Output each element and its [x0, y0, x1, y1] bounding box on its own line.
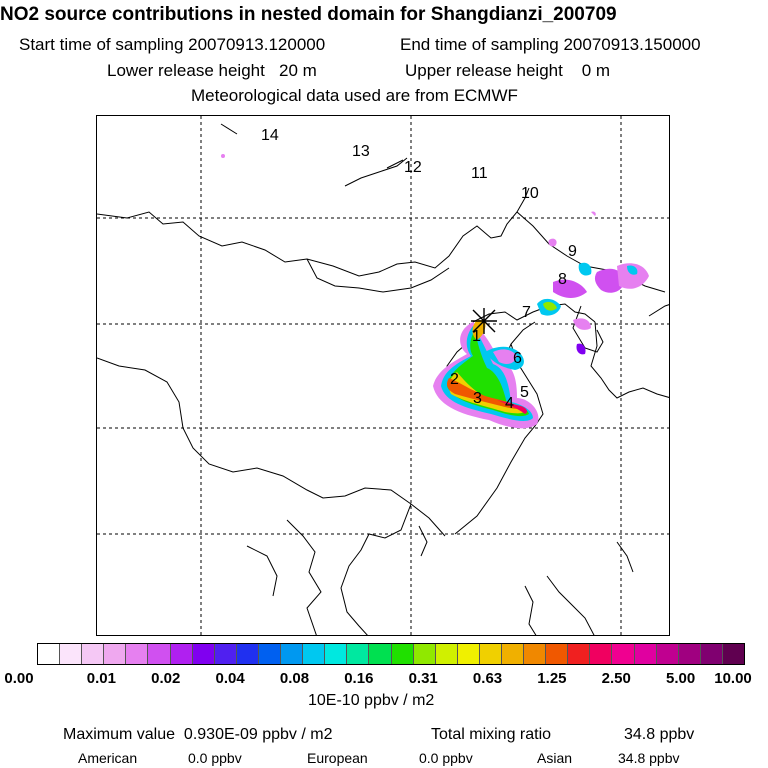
colorbar-tick-label: 0.16	[344, 670, 374, 687]
region-label: 11	[471, 165, 488, 182]
colorbar-segment	[60, 644, 82, 664]
colorbar-segment	[568, 644, 590, 664]
region-label: 5	[520, 384, 529, 401]
colorbar-segment	[612, 644, 634, 664]
colorbar-segment	[281, 644, 303, 664]
colorbar-segment	[193, 644, 215, 664]
colorbar-tick-label: 2.50	[601, 670, 631, 687]
american-label: American	[78, 750, 138, 766]
colorbar-unit: 10E-10 ppbv / m2	[308, 692, 435, 709]
colorbar-segment	[38, 644, 60, 664]
colorbar-segment	[679, 644, 701, 664]
map-coastlines	[97, 124, 670, 636]
colorbar-segment	[458, 644, 480, 664]
region-label: 6	[513, 350, 522, 367]
colorbar-tick-label: 10.00	[714, 670, 752, 687]
map-panel	[96, 115, 670, 636]
colorbar-segment	[82, 644, 104, 664]
region-label: 12	[404, 159, 422, 176]
colorbar-segment	[502, 644, 524, 664]
colorbar-segment	[347, 644, 369, 664]
lower-release-label: Lower release height 20 m	[107, 61, 317, 80]
colorbar-segment	[237, 644, 259, 664]
map-canvas	[97, 116, 670, 636]
colorbar-segment	[701, 644, 723, 664]
region-label: 7	[522, 304, 531, 321]
region-label: 10	[521, 185, 539, 202]
colorbar-segment	[104, 644, 126, 664]
colorbar-segment	[657, 644, 679, 664]
colorbar-segment	[259, 644, 281, 664]
colorbar-tick-label: 0.01	[86, 670, 116, 687]
asian-value: 34.8 ppbv	[618, 750, 680, 766]
map-title: NO2 source contributions in nested domain for Shangdianzi_200709	[0, 4, 617, 25]
european-value: 0.0 ppbv	[419, 750, 473, 766]
region-label: 3	[473, 390, 482, 407]
colorbar-segment	[723, 644, 744, 664]
asian-label: Asian	[537, 750, 573, 766]
max-value-label: Maximum value 0.930E-09 ppbv / m2	[63, 726, 333, 743]
colorbar	[37, 643, 745, 665]
colorbar-segment	[171, 644, 193, 664]
american-value: 0.0 ppbv	[188, 750, 242, 766]
region-label: 2	[450, 371, 459, 388]
colorbar-segment	[369, 644, 391, 664]
colorbar-tick-label: 0.63	[472, 670, 503, 687]
colorbar-segment	[325, 644, 347, 664]
no2-plume	[221, 154, 649, 428]
region-label: 14	[261, 127, 279, 144]
region-label: 8	[558, 271, 567, 288]
region-label: 13	[352, 143, 370, 160]
european-label: European	[307, 750, 368, 766]
start-time-label: Start time of sampling 20070913.120000	[19, 35, 326, 54]
total-mixing-value: 34.8 ppbv	[624, 726, 695, 743]
colorbar-segment	[126, 644, 148, 664]
colorbar-segment	[392, 644, 414, 664]
map-grid	[97, 116, 670, 636]
colorbar-tick-label: 0.31	[408, 670, 438, 687]
colorbar-segment	[215, 644, 237, 664]
colorbar-segment	[414, 644, 436, 664]
colorbar-segment	[524, 644, 546, 664]
colorbar-segment	[590, 644, 612, 664]
colorbar-tick-label: 0.08	[279, 670, 310, 687]
colorbar-segment	[546, 644, 568, 664]
colorbar-tick-label: 0.00	[4, 670, 34, 687]
total-mixing-label: Total mixing ratio	[431, 726, 552, 743]
colorbar-segment	[480, 644, 502, 664]
region-label: 9	[568, 243, 577, 260]
upper-release-label: Upper release height 0 m	[405, 61, 611, 80]
met-data-label: Meteorological data used are from ECMWF	[191, 86, 518, 105]
colorbar-tick-label: 0.02	[151, 670, 181, 687]
colorbar-tick-label: 1.25	[537, 670, 567, 687]
region-label: 1	[472, 328, 481, 345]
region-label: 4	[505, 395, 514, 412]
colorbar-segment	[148, 644, 170, 664]
colorbar-tick-label: 0.04	[215, 670, 245, 687]
colorbar-segment	[303, 644, 325, 664]
colorbar-segment	[436, 644, 458, 664]
end-time-label: End time of sampling 20070913.150000	[400, 35, 701, 54]
colorbar-segment	[635, 644, 657, 664]
colorbar-tick-label: 5.00	[666, 670, 696, 687]
